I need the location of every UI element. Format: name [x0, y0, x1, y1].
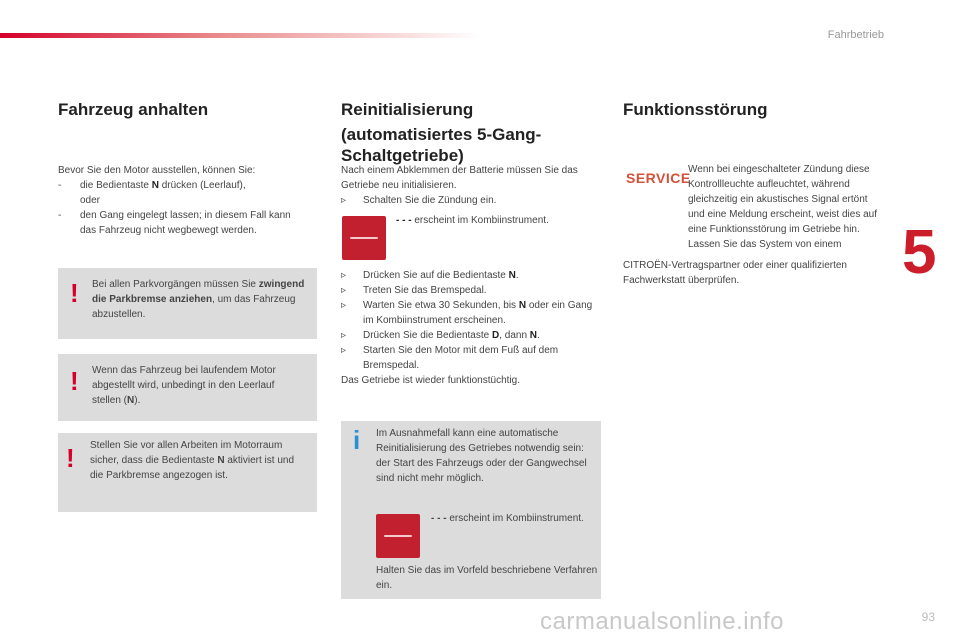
dash-marker: -	[58, 210, 62, 221]
info-box-auto-reinit	[341, 421, 601, 599]
triangle-bullet-icon: ▹	[341, 270, 347, 281]
triangle-bullet-icon: ▹	[341, 330, 347, 341]
header-accent-bar	[0, 33, 480, 38]
reinit-outro: Das Getriebe ist wieder funktionstüchtig.	[341, 375, 520, 386]
warning-box-engine-bay	[58, 433, 317, 512]
warning-box-neutral	[58, 354, 317, 421]
watermark: carmanualsonline.info	[540, 608, 784, 635]
triangle-bullet-icon: ▹	[341, 195, 347, 206]
malfunction-text-continued: CITROËN-Vertragspartner oder einer qualifizierten Fachwerkstatt überprüfen.	[623, 260, 847, 286]
stopping-body	[58, 163, 308, 238]
stopping-intro: Bevor Sie den Motor ausstellen, können Sie:	[58, 165, 256, 176]
section-label: Fahrbetrieb	[827, 29, 884, 41]
triangle-bullet-icon: ▹	[341, 345, 347, 356]
stopping-item: oder	[80, 195, 101, 206]
reinit-title: Reinitialisierung (automatisiertes 5-Gang- Schaltgetriebe)	[341, 100, 542, 165]
stopping-title: Fahrzeug anhalten	[58, 100, 209, 119]
reinit-step: ▹ Starten Sie den Motor mit dem Fuß auf dem Bremspedal.	[341, 345, 559, 371]
reinit-intro-block	[341, 163, 599, 208]
reinit-step: ▹ Schalten Sie die Zündung ein.	[341, 195, 497, 206]
reinit-steps	[341, 268, 599, 388]
reinit-step: ▹ Drücken Sie die Bedientaste D, dann N.	[341, 330, 540, 341]
reinit-step: ▹ Treten Sie das Bremspedal.	[341, 285, 487, 296]
reinit-step: ▹ Warten Sie etwa 30 Sekunden, bis N oder ein Gang im Kombiinstrument erscheinen.	[341, 300, 593, 326]
reinit-intro: Nach einem Abklemmen der Batterie müssen Sie das Getriebe neu initialisieren.	[341, 165, 578, 191]
stopping-item: - die Bedientaste N drücken (Leerlauf),	[58, 180, 246, 191]
reinit-step: ▹ Drücken Sie auf die Bedientaste N.	[341, 270, 519, 281]
warning-text: Wenn das Fahrzeug bei laufendem Motor abgestellt wird, unbedingt in den Leerlauf stellen (N).	[92, 365, 276, 406]
info-outro: Halten Sie das im Vorfeld beschriebene Verfahren ein.	[376, 565, 598, 591]
chapter-number: 5	[902, 218, 937, 287]
warning-text: Bei allen Parkvorgängen müssen Sie zwingend die Parkbremse anziehen, um das Fahrzeug abzustellen.	[92, 279, 305, 320]
info-text: Im Ausnahmefall kann eine automatische Reinitialisierung des Getriebes notwendig sein: der Start des Fahrzeugs oder der Gangwechsel sind nicht mehr möglich.	[376, 428, 587, 484]
triangle-bullet-icon: ▹	[341, 300, 347, 311]
display-note: - - - erscheint im Kombiinstrument.	[396, 215, 549, 226]
stopping-item: - den Gang eingelegt lassen; in diesem Fall kann das Fahrzeug nicht wegbewegt werden.	[58, 210, 291, 236]
exclamation-icon: !	[70, 366, 79, 396]
info-display-note: - - - erscheint im Kombiinstrument.	[431, 513, 584, 524]
dash-marker: -	[58, 180, 62, 191]
exclamation-icon: !	[66, 443, 75, 473]
malfunction-title: Funktionsstörung	[623, 100, 768, 119]
warning-text: Stellen Sie vor allen Arbeiten im Motorraum sicher, dass die Bedientaste N aktiviert ist und die Parkbremse angezogen ist.	[90, 440, 295, 481]
page-number: 93	[921, 610, 935, 624]
gear-display-icon	[342, 216, 386, 260]
exclamation-icon: !	[70, 278, 79, 308]
malfunction-text: Wenn bei eingeschalteter Zündung diese Kontrollleuchte aufleuchtet, während gleichzeitig ein akustisches Signal ertönt und eine Meldung erscheint, weist dies auf eine Funktionsstörung im Getriebe hin. Lassen Sie das System von einem	[688, 164, 878, 250]
warning-box-parking-brake	[58, 268, 317, 339]
info-icon: i	[353, 425, 361, 455]
gear-display-icon	[376, 514, 420, 558]
service-warning-icon: SERVICE	[626, 170, 691, 186]
triangle-bullet-icon: ▹	[341, 285, 347, 296]
